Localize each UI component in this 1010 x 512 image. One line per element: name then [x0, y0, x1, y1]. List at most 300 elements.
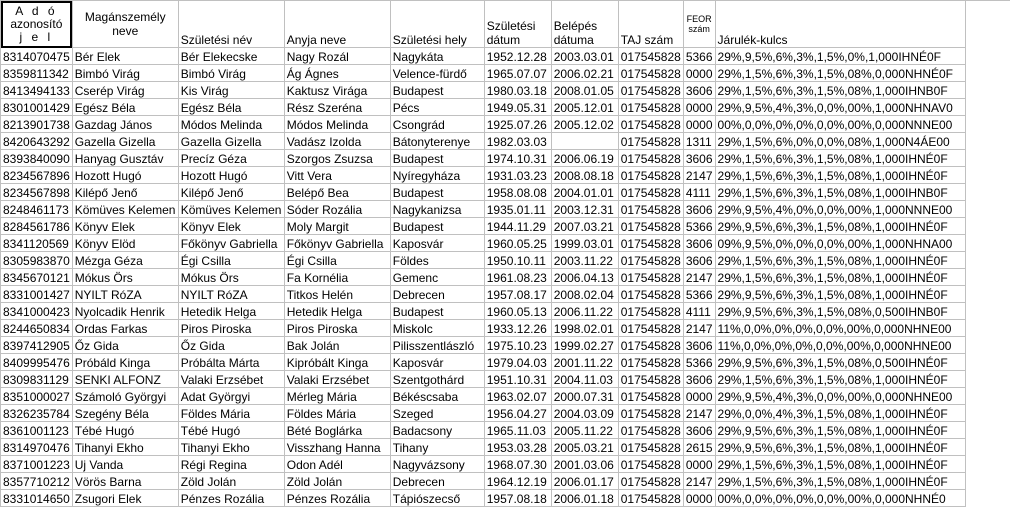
cell-birth-date[interactable]: 1979.04.03 [484, 354, 551, 371]
cell-feor[interactable]: 3606 [683, 371, 715, 388]
cell-person-name[interactable]: Bér Elek [72, 48, 178, 65]
cell-birth-date[interactable]: 1949.05.31 [484, 99, 551, 116]
cell-feor[interactable]: 0000 [683, 65, 715, 82]
cell-birth-name[interactable]: Tébé Hugó [178, 422, 284, 439]
cell-tax-id[interactable]: 8314970476 [1, 439, 73, 456]
cell-entry-date[interactable]: 2006.04.13 [551, 269, 618, 286]
cell-tax-id[interactable]: 8351000027 [1, 388, 73, 405]
cell-feor[interactable]: 3606 [683, 235, 715, 252]
cell-person-name[interactable]: Tébé Hugó [72, 422, 178, 439]
cell-entry-date[interactable]: 2001.03.06 [551, 456, 618, 473]
cell-jarulek[interactable]: 29%,1,5%,6%,3%,1,5%,08%,1,000IHNÉ0F [715, 473, 965, 490]
cell-taj[interactable]: 017545828 [618, 82, 683, 99]
cell-birth-name[interactable]: Pénzes Rozália [178, 490, 284, 507]
cell-birth-name[interactable]: Kömüves Kelemen [178, 201, 284, 218]
cell-tax-id[interactable]: 8371001223 [1, 456, 73, 473]
cell-mother-name[interactable]: Moly Margit [284, 218, 390, 235]
cell-person-name[interactable]: Őz Gida [72, 337, 178, 354]
cell-person-name[interactable]: Könyv Elek [72, 218, 178, 235]
cell-mother-name[interactable]: Vadász Izolda [284, 133, 390, 150]
cell-entry-date[interactable]: 2006.06.19 [551, 150, 618, 167]
header-tax-id-line3: j e l [19, 29, 54, 44]
header-row [1, 1, 966, 48]
cell-birth-name[interactable]: NYILT RóZA [178, 286, 284, 303]
cell-jarulek[interactable]: 29%,9,5%,6%,3%,1,5%,08%,1,000IHNÉ0F [715, 422, 965, 439]
cell-tax-id[interactable]: 8341120569 [1, 235, 73, 252]
cell-birth-name[interactable]: Bimbó Virág [178, 65, 284, 82]
cell-birth-place[interactable]: Tihany [390, 439, 484, 456]
table-row [1, 388, 966, 405]
cell-birth-date[interactable]: 1980.03.18 [484, 82, 551, 99]
cell-jarulek[interactable]: 29%,1,5%,6%,3%,1,5%,08%,1,000IHNÉ0F [715, 167, 965, 184]
header-entry-date-line1: Belépés [553, 19, 598, 33]
cell-birth-date[interactable]: 1963.02.07 [484, 388, 551, 405]
cell-tax-id[interactable]: 8284561786 [1, 218, 73, 235]
cell-entry-date[interactable]: 2001.11.22 [551, 354, 618, 371]
cell-person-name[interactable]: Egész Béla [72, 99, 178, 116]
cell-feor[interactable]: 2615 [683, 439, 715, 456]
cell-taj[interactable]: 017545828 [618, 473, 683, 490]
cell-entry-date[interactable]: 2008.08.18 [551, 167, 618, 184]
header-birth-name[interactable]: Születési név [178, 1, 284, 48]
cell-feor[interactable]: 0000 [683, 456, 715, 473]
cell-mother-name[interactable]: Hetedik Helga [284, 303, 390, 320]
cell-feor[interactable]: 0000 [683, 388, 715, 405]
table-row [1, 65, 966, 82]
cell-person-name[interactable]: Mézga Géza [72, 252, 178, 269]
cell-feor[interactable]: 5366 [683, 48, 715, 65]
cell-mother-name[interactable]: Módos Melinda [284, 116, 390, 133]
cell-taj[interactable]: 017545828 [618, 388, 683, 405]
cell-tax-id[interactable]: 8309831129 [1, 371, 73, 388]
cell-birth-date[interactable]: 1925.07.26 [484, 116, 551, 133]
cell-feor[interactable]: 2147 [683, 405, 715, 422]
cell-birth-place[interactable]: Velence-fürdő [390, 65, 484, 82]
cell-person-name[interactable]: Cserép Virág [72, 82, 178, 99]
cell-person-name[interactable]: Uj Vanda [72, 456, 178, 473]
cell-birth-date[interactable]: 1957.08.18 [484, 490, 551, 507]
cell-mother-name[interactable]: Szorgos Zsuzsa [284, 150, 390, 167]
cell-tax-id[interactable]: 8244650834 [1, 320, 73, 337]
cell-person-name[interactable]: Mókus Örs [72, 269, 178, 286]
cell-entry-date[interactable]: 2004.03.09 [551, 405, 618, 422]
cell-birth-name[interactable]: Főkönyv Gabriella [178, 235, 284, 252]
cell-tax-id[interactable]: 8413494133 [1, 82, 73, 99]
cell-mother-name[interactable]: Valaki Erzsébet [284, 371, 390, 388]
cell-birth-name[interactable]: Adat Györgyi [178, 388, 284, 405]
cell-tax-id[interactable]: 8234567898 [1, 184, 73, 201]
cell-entry-date[interactable]: 2003.12.31 [551, 201, 618, 218]
header-tax-id-line2: azonosító [10, 16, 63, 31]
cell-feor[interactable]: 3606 [683, 252, 715, 269]
cell-person-name[interactable]: Próbáld Kinga [72, 354, 178, 371]
header-person-name-line1: Magánszemély [84, 10, 166, 24]
cell-mother-name[interactable]: Titkos Helén [284, 286, 390, 303]
cell-tax-id[interactable]: 8326235784 [1, 405, 73, 422]
cell-jarulek[interactable]: 29%,1,5%,6%,3%,1,5%,08%,1,000IHNÉ0F [715, 456, 965, 473]
cell-mother-name[interactable]: Mérleg Mária [284, 388, 390, 405]
cell-birth-place[interactable]: Kaposvár [390, 354, 484, 371]
cell-mother-name[interactable]: Bak Jolán [284, 337, 390, 354]
cell-birth-place[interactable]: Debrecen [390, 473, 484, 490]
cell-taj[interactable]: 017545828 [618, 354, 683, 371]
cell-birth-place[interactable]: Csongrád [390, 116, 484, 133]
cell-person-name[interactable]: Ordas Farkas [72, 320, 178, 337]
cell-birth-place[interactable]: Pilisszentlászló [390, 337, 484, 354]
header-person-name[interactable] [72, 1, 178, 48]
cell-birth-place[interactable]: Budapest [390, 150, 484, 167]
cell-taj[interactable]: 017545828 [618, 99, 683, 116]
cell-entry-date[interactable]: 2004.01.01 [551, 184, 618, 201]
header-mother-name[interactable]: Anyja neve [284, 1, 390, 48]
cell-birth-name[interactable]: Kilépő Jenő [178, 184, 284, 201]
cell-person-name[interactable]: Hozott Hugó [72, 167, 178, 184]
cell-mother-name[interactable]: Földes Mária [284, 405, 390, 422]
cell-feor[interactable]: 4111 [683, 303, 715, 320]
cell-taj[interactable]: 017545828 [618, 201, 683, 218]
cell-entry-date[interactable]: 2005.11.22 [551, 422, 618, 439]
cell-jarulek[interactable]: 29%,9,5%,6%,3%,1,5%,08%,0,500IHNÉ0F [715, 354, 965, 371]
cell-birth-place[interactable]: Békéscsaba [390, 388, 484, 405]
cell-taj[interactable]: 017545828 [618, 252, 683, 269]
cell-birth-place[interactable]: Gemenc [390, 269, 484, 286]
cell-birth-place[interactable]: Budapest [390, 184, 484, 201]
header-feor-line2: szám [688, 24, 710, 34]
cell-mother-name[interactable]: Kaktusz Virága [284, 82, 390, 99]
cell-birth-name[interactable]: Gazella Gizella [178, 133, 284, 150]
cell-person-name[interactable]: Szegény Béla [72, 405, 178, 422]
cell-birth-date[interactable]: 1964.12.19 [484, 473, 551, 490]
cell-jarulek[interactable]: 29%,1,5%,6%,3%,1,5%,08%,1,000IHNB0F [715, 184, 965, 201]
cell-birth-place[interactable]: Tápiószecső [390, 490, 484, 507]
cell-entry-date[interactable]: 2007.03.21 [551, 218, 618, 235]
cell-birth-date[interactable]: 1974.10.31 [484, 150, 551, 167]
cell-entry-date[interactable]: 2008.01.05 [551, 82, 618, 99]
cell-jarulek[interactable]: 29%,9,5%,4%,3%,0,0%,00%,1,000NHNAV0 [715, 99, 965, 116]
cell-person-name[interactable]: Nyolcadik Henrik [72, 303, 178, 320]
cell-entry-date[interactable] [551, 133, 618, 150]
cell-birth-date[interactable]: 1952.12.28 [484, 48, 551, 65]
cell-entry-date[interactable]: 2004.11.03 [551, 371, 618, 388]
cell-birth-date[interactable]: 1931.03.23 [484, 167, 551, 184]
cell-tax-id[interactable]: 8341000423 [1, 303, 73, 320]
cell-jarulek[interactable]: 29%,1,5%,6%,0%,0,0%,08%,1,000N4ÁE00 [715, 133, 965, 150]
cell-taj[interactable]: 017545828 [618, 184, 683, 201]
table-row [1, 48, 966, 65]
cell-taj[interactable]: 017545828 [618, 490, 683, 507]
cell-mother-name[interactable]: Visszhang Hanna [284, 439, 390, 456]
cell-mother-name[interactable]: Belépő Bea [284, 184, 390, 201]
cell-feor[interactable]: 3606 [683, 201, 715, 218]
cell-person-name[interactable]: Kömüves Kelemen [72, 201, 178, 218]
cell-birth-name[interactable]: Mókus Örs [178, 269, 284, 286]
cell-entry-date[interactable]: 2005.12.01 [551, 99, 618, 116]
cell-jarulek[interactable]: 00%,0,0%,0%,0%,0,0%,00%,0,000NHNÉ0 [715, 490, 965, 507]
cell-tax-id[interactable]: 8305983870 [1, 252, 73, 269]
header-birth-date-line1: Születési [486, 19, 536, 33]
cell-mother-name[interactable]: Rész Szeréna [284, 99, 390, 116]
header-entry-date[interactable] [551, 1, 618, 48]
cell-jarulek[interactable]: 11%,0,0%,0%,0%,0,0%,00%,0,000NHNE00 [715, 320, 965, 337]
cell-tax-id[interactable]: 8345670121 [1, 269, 73, 286]
cell-taj[interactable]: 017545828 [618, 456, 683, 473]
cell-jarulek[interactable]: 29%,1,5%,6%,3%,1,5%,08%,1,000IHNÉ0F [715, 371, 965, 388]
cell-tax-id[interactable]: 8361001123 [1, 422, 73, 439]
cell-person-name[interactable]: Gazella Gizella [72, 133, 178, 150]
cell-feor[interactable]: 0000 [683, 490, 715, 507]
cell-mother-name[interactable]: Nagy Rozál [284, 48, 390, 65]
cell-birth-place[interactable]: Szeged [390, 405, 484, 422]
cell-person-name[interactable]: SENKI ALFONZ [72, 371, 178, 388]
cell-person-name[interactable]: Gazdag János [72, 116, 178, 133]
cell-birth-date[interactable]: 1968.07.30 [484, 456, 551, 473]
cell-jarulek[interactable]: 29%,1,5%,6%,3%,1,5%,08%,1,000IHNÉ0F [715, 269, 965, 286]
cell-person-name[interactable]: Kilépő Jenő [72, 184, 178, 201]
cell-feor[interactable]: 2147 [683, 473, 715, 490]
cell-person-name[interactable]: Számoló Györgyi [72, 388, 178, 405]
cell-birth-date[interactable]: 1961.08.23 [484, 269, 551, 286]
cell-tax-id[interactable]: 8420643292 [1, 133, 73, 150]
cell-jarulek[interactable]: 29%,9,5%,4%,3%,0,0%,00%,0,000NHNE00 [715, 388, 965, 405]
cell-entry-date[interactable]: 1998.02.01 [551, 320, 618, 337]
cell-birth-place[interactable]: Debrecen [390, 286, 484, 303]
cell-birth-place[interactable]: Nyíregyháza [390, 167, 484, 184]
cell-entry-date[interactable]: 2000.07.31 [551, 388, 618, 405]
cell-tax-id[interactable]: 8397412905 [1, 337, 73, 354]
cell-mother-name[interactable]: Pénzes Rozália [284, 490, 390, 507]
cell-birth-date[interactable]: 1953.03.28 [484, 439, 551, 456]
cell-feor[interactable]: 2147 [683, 320, 715, 337]
cell-person-name[interactable]: Hanyag Gusztáv [72, 150, 178, 167]
cell-birth-place[interactable]: Bátonyterenye [390, 133, 484, 150]
cell-birth-name[interactable]: Tihanyi Ekho [178, 439, 284, 456]
cell-feor[interactable]: 4111 [683, 184, 715, 201]
cell-taj[interactable]: 017545828 [618, 65, 683, 82]
header-tax-id-line1: A d ó [15, 3, 58, 18]
cell-jarulek[interactable]: 29%,0,0%,4%,3%,1,5%,08%,1,000IHNÉ0F [715, 405, 965, 422]
cell-feor[interactable]: 0000 [683, 99, 715, 116]
cell-taj[interactable]: 017545828 [618, 116, 683, 133]
cell-feor[interactable]: 3606 [683, 422, 715, 439]
cell-tax-id[interactable]: 8359811342 [1, 65, 73, 82]
cell-feor[interactable]: 5366 [683, 218, 715, 235]
cell-mother-name[interactable]: Ág Ágnes [284, 65, 390, 82]
cell-taj[interactable]: 017545828 [618, 439, 683, 456]
cell-birth-name[interactable]: Zöld Jolán [178, 473, 284, 490]
cell-taj[interactable]: 017545828 [618, 218, 683, 235]
cell-birth-name[interactable]: Hozott Hugó [178, 167, 284, 184]
table-row [1, 405, 966, 422]
cell-birth-place[interactable]: Nagykáta [390, 48, 484, 65]
header-taj[interactable]: TAJ szám [618, 1, 683, 48]
cell-birth-name[interactable]: Bér Elekecske [178, 48, 284, 65]
cell-birth-name[interactable]: Könyv Elek [178, 218, 284, 235]
cell-tax-id[interactable]: 8357710212 [1, 473, 73, 490]
cell-entry-date[interactable]: 2006.01.18 [551, 490, 618, 507]
cell-mother-name[interactable]: Vitt Vera [284, 167, 390, 184]
cell-birth-date[interactable]: 1935.01.11 [484, 201, 551, 218]
cell-jarulek[interactable]: 29%,9,5%,6%,3%,1,5%,08%,0,500IHNB0F [715, 303, 965, 320]
cell-tax-id[interactable]: 8314070475 [1, 48, 73, 65]
cell-jarulek[interactable]: 11%,0,0%,0%,0%,0,0%,00%,0,000NHNE00 [715, 337, 965, 354]
cell-entry-date[interactable]: 2008.02.04 [551, 286, 618, 303]
cell-birth-name[interactable]: Valaki Erzsébet [178, 371, 284, 388]
cell-birth-date[interactable]: 1958.08.08 [484, 184, 551, 201]
cell-mother-name[interactable]: Kipróbált Kinga [284, 354, 390, 371]
table-row [1, 184, 966, 201]
cell-birth-name[interactable]: Egész Béla [178, 99, 284, 116]
cell-taj[interactable]: 017545828 [618, 48, 683, 65]
header-person-name-line2: neve [112, 24, 139, 38]
table-row [1, 320, 966, 337]
cell-birth-date[interactable]: 1951.10.31 [484, 371, 551, 388]
cell-jarulek[interactable]: 29%,1,5%,6%,3%,1,5%,08%,1,000IHNB0F [715, 82, 965, 99]
cell-birth-place[interactable]: Pécs [390, 99, 484, 116]
table-row [1, 354, 966, 371]
cell-jarulek[interactable]: 29%,1,5%,6%,3%,1,5%,08%,0,000NHNÉ0F [715, 65, 965, 82]
cell-person-name[interactable]: Könyv Elöd [72, 235, 178, 252]
table-row [1, 422, 966, 439]
cell-taj[interactable]: 017545828 [618, 133, 683, 150]
cell-feor[interactable]: 3606 [683, 82, 715, 99]
top-border [0, 0, 1010, 1]
cell-birth-name[interactable]: Földes Mária [178, 405, 284, 422]
cell-feor[interactable]: 3606 [683, 150, 715, 167]
cell-birth-name[interactable]: Kis Virág [178, 82, 284, 99]
cell-mother-name[interactable]: Bété Boglárka [284, 422, 390, 439]
cell-mother-name[interactable]: Zöld Jolán [284, 473, 390, 490]
cell-mother-name[interactable]: Fa Kornélia [284, 269, 390, 286]
cell-birth-name[interactable]: Régi Regina [178, 456, 284, 473]
cell-tax-id[interactable]: 8248461173 [1, 201, 73, 218]
cell-taj[interactable]: 017545828 [618, 167, 683, 184]
cell-taj[interactable]: 017545828 [618, 150, 683, 167]
cell-birth-place[interactable]: Szentgothárd [390, 371, 484, 388]
cell-birth-date[interactable]: 1975.10.23 [484, 337, 551, 354]
cell-taj[interactable]: 017545828 [618, 303, 683, 320]
cell-birth-place[interactable]: Budapest [390, 218, 484, 235]
header-birth-date[interactable] [484, 1, 551, 48]
cell-mother-name[interactable]: Sóder Rozália [284, 201, 390, 218]
header-tax-id[interactable] [1, 1, 73, 48]
cell-birth-name[interactable]: Őz Gida [178, 337, 284, 354]
cell-tax-id[interactable]: 8393840090 [1, 150, 73, 167]
cell-tax-id[interactable]: 8409995476 [1, 354, 73, 371]
cell-taj[interactable]: 017545828 [618, 337, 683, 354]
cell-birth-place[interactable]: Nagykanizsa [390, 201, 484, 218]
cell-birth-name[interactable]: Piros Piroska [178, 320, 284, 337]
cell-mother-name[interactable]: Égi Csilla [284, 252, 390, 269]
cell-taj[interactable]: 017545828 [618, 235, 683, 252]
cell-birth-date[interactable]: 1944.11.29 [484, 218, 551, 235]
cell-tax-id[interactable]: 8301001429 [1, 99, 73, 116]
cell-birth-name[interactable]: Égi Csilla [178, 252, 284, 269]
cell-birth-date[interactable]: 1965.11.03 [484, 422, 551, 439]
cell-birth-name[interactable]: Módos Melinda [178, 116, 284, 133]
cell-entry-date[interactable]: 2006.02.21 [551, 65, 618, 82]
cell-entry-date[interactable]: 2005.12.02 [551, 116, 618, 133]
cell-birth-place[interactable]: Miskolc [390, 320, 484, 337]
cell-taj[interactable]: 017545828 [618, 269, 683, 286]
cell-jarulek[interactable]: 29%,9,5%,6%,3%,1,5%,08%,1,000IHNÉ0F [715, 218, 965, 235]
cell-birth-date[interactable]: 1956.04.27 [484, 405, 551, 422]
cell-person-name[interactable]: Bimbó Virág [72, 65, 178, 82]
cell-person-name[interactable]: NYILT RóZA [72, 286, 178, 303]
cell-entry-date[interactable]: 2006.11.22 [551, 303, 618, 320]
cell-tax-id[interactable]: 8331014650 [1, 490, 73, 507]
table-row [1, 252, 966, 269]
cell-jarulek[interactable]: 29%,1,5%,6%,3%,1,5%,08%,1,000IHNÉ0F [715, 150, 965, 167]
cell-jarulek[interactable]: 29%,9,5%,6%,3%,1,5%,08%,1,000IHNÉ0F [715, 286, 965, 303]
cell-entry-date[interactable]: 2003.11.22 [551, 252, 618, 269]
cell-birth-date[interactable]: 1950.10.11 [484, 252, 551, 269]
cell-entry-date[interactable]: 2005.03.21 [551, 439, 618, 456]
cell-birth-name[interactable]: Próbálta Márta [178, 354, 284, 371]
cell-feor[interactable]: 5366 [683, 286, 715, 303]
cell-person-name[interactable]: Vörös Barna [72, 473, 178, 490]
cell-birth-date[interactable]: 1960.05.13 [484, 303, 551, 320]
cell-birth-date[interactable]: 1982.03.03 [484, 133, 551, 150]
cell-jarulek[interactable]: 29%,9,5%,4%,0%,0,0%,00%,1,000NNNE00 [715, 201, 965, 218]
cell-entry-date[interactable]: 1999.03.01 [551, 235, 618, 252]
cell-feor[interactable]: 2147 [683, 167, 715, 184]
cell-taj[interactable]: 017545828 [618, 286, 683, 303]
cell-jarulek[interactable]: 29%,9,5%,6%,3%,1,5%,0%,1,000IHNÉ0F [715, 48, 965, 65]
cell-mother-name[interactable]: Odon Adél [284, 456, 390, 473]
cell-feor[interactable]: 2147 [683, 269, 715, 286]
cell-feor[interactable]: 5366 [683, 354, 715, 371]
cell-taj[interactable]: 017545828 [618, 405, 683, 422]
cell-birth-place[interactable]: Földes [390, 252, 484, 269]
cell-jarulek[interactable]: 09%,9,5%,0%,0%,0,0%,00%,1,000NHNA00 [715, 235, 965, 252]
cell-birth-place[interactable]: Budapest [390, 303, 484, 320]
cell-mother-name[interactable]: Főkönyv Gabriella [284, 235, 390, 252]
cell-birth-place[interactable]: Nagyvázsony [390, 456, 484, 473]
cell-person-name[interactable]: Zsugori Elek [72, 490, 178, 507]
header-feor-line1: FEOR [686, 14, 712, 24]
cell-birth-date[interactable]: 1957.08.17 [484, 286, 551, 303]
header-feor[interactable] [683, 1, 715, 48]
cell-birth-place[interactable]: Kaposvár [390, 235, 484, 252]
cell-feor[interactable]: 3606 [683, 337, 715, 354]
cell-entry-date[interactable]: 1999.02.27 [551, 337, 618, 354]
cell-tax-id[interactable]: 8234567896 [1, 167, 73, 184]
cell-birth-name[interactable]: Precíz Géza [178, 150, 284, 167]
cell-birth-place[interactable]: Badacsony [390, 422, 484, 439]
cell-birth-place[interactable]: Budapest [390, 82, 484, 99]
cell-jarulek[interactable]: 29%,9,5%,6%,3%,1,5%,08%,1,000IHNÉ0F [715, 439, 965, 456]
cell-birth-date[interactable]: 1960.05.25 [484, 235, 551, 252]
header-jarulek[interactable]: Járulék-kulcs [715, 1, 965, 48]
cell-taj[interactable]: 017545828 [618, 371, 683, 388]
header-birth-place[interactable]: Születési hely [390, 1, 484, 48]
cell-feor[interactable]: 1311 [683, 133, 715, 150]
cell-birth-name[interactable]: Hetedik Helga [178, 303, 284, 320]
cell-mother-name[interactable]: Piros Piroska [284, 320, 390, 337]
cell-tax-id[interactable]: 8331001427 [1, 286, 73, 303]
cell-jarulek[interactable]: 00%,0,0%,0%,0%,0,0%,00%,0,000NNNE00 [715, 116, 965, 133]
cell-entry-date[interactable]: 2006.01.17 [551, 473, 618, 490]
cell-person-name[interactable]: Tihanyi Ekho [72, 439, 178, 456]
cell-feor[interactable]: 0000 [683, 116, 715, 133]
cell-birth-date[interactable]: 1965.07.07 [484, 65, 551, 82]
cell-jarulek[interactable]: 29%,1,5%,6%,3%,1,5%,08%,1,000IHNÉ0F [715, 252, 965, 269]
cell-entry-date[interactable]: 2003.03.01 [551, 48, 618, 65]
cell-birth-date[interactable]: 1933.12.26 [484, 320, 551, 337]
cell-taj[interactable]: 017545828 [618, 422, 683, 439]
cell-taj[interactable]: 017545828 [618, 320, 683, 337]
cell-tax-id[interactable]: 8213901738 [1, 116, 73, 133]
